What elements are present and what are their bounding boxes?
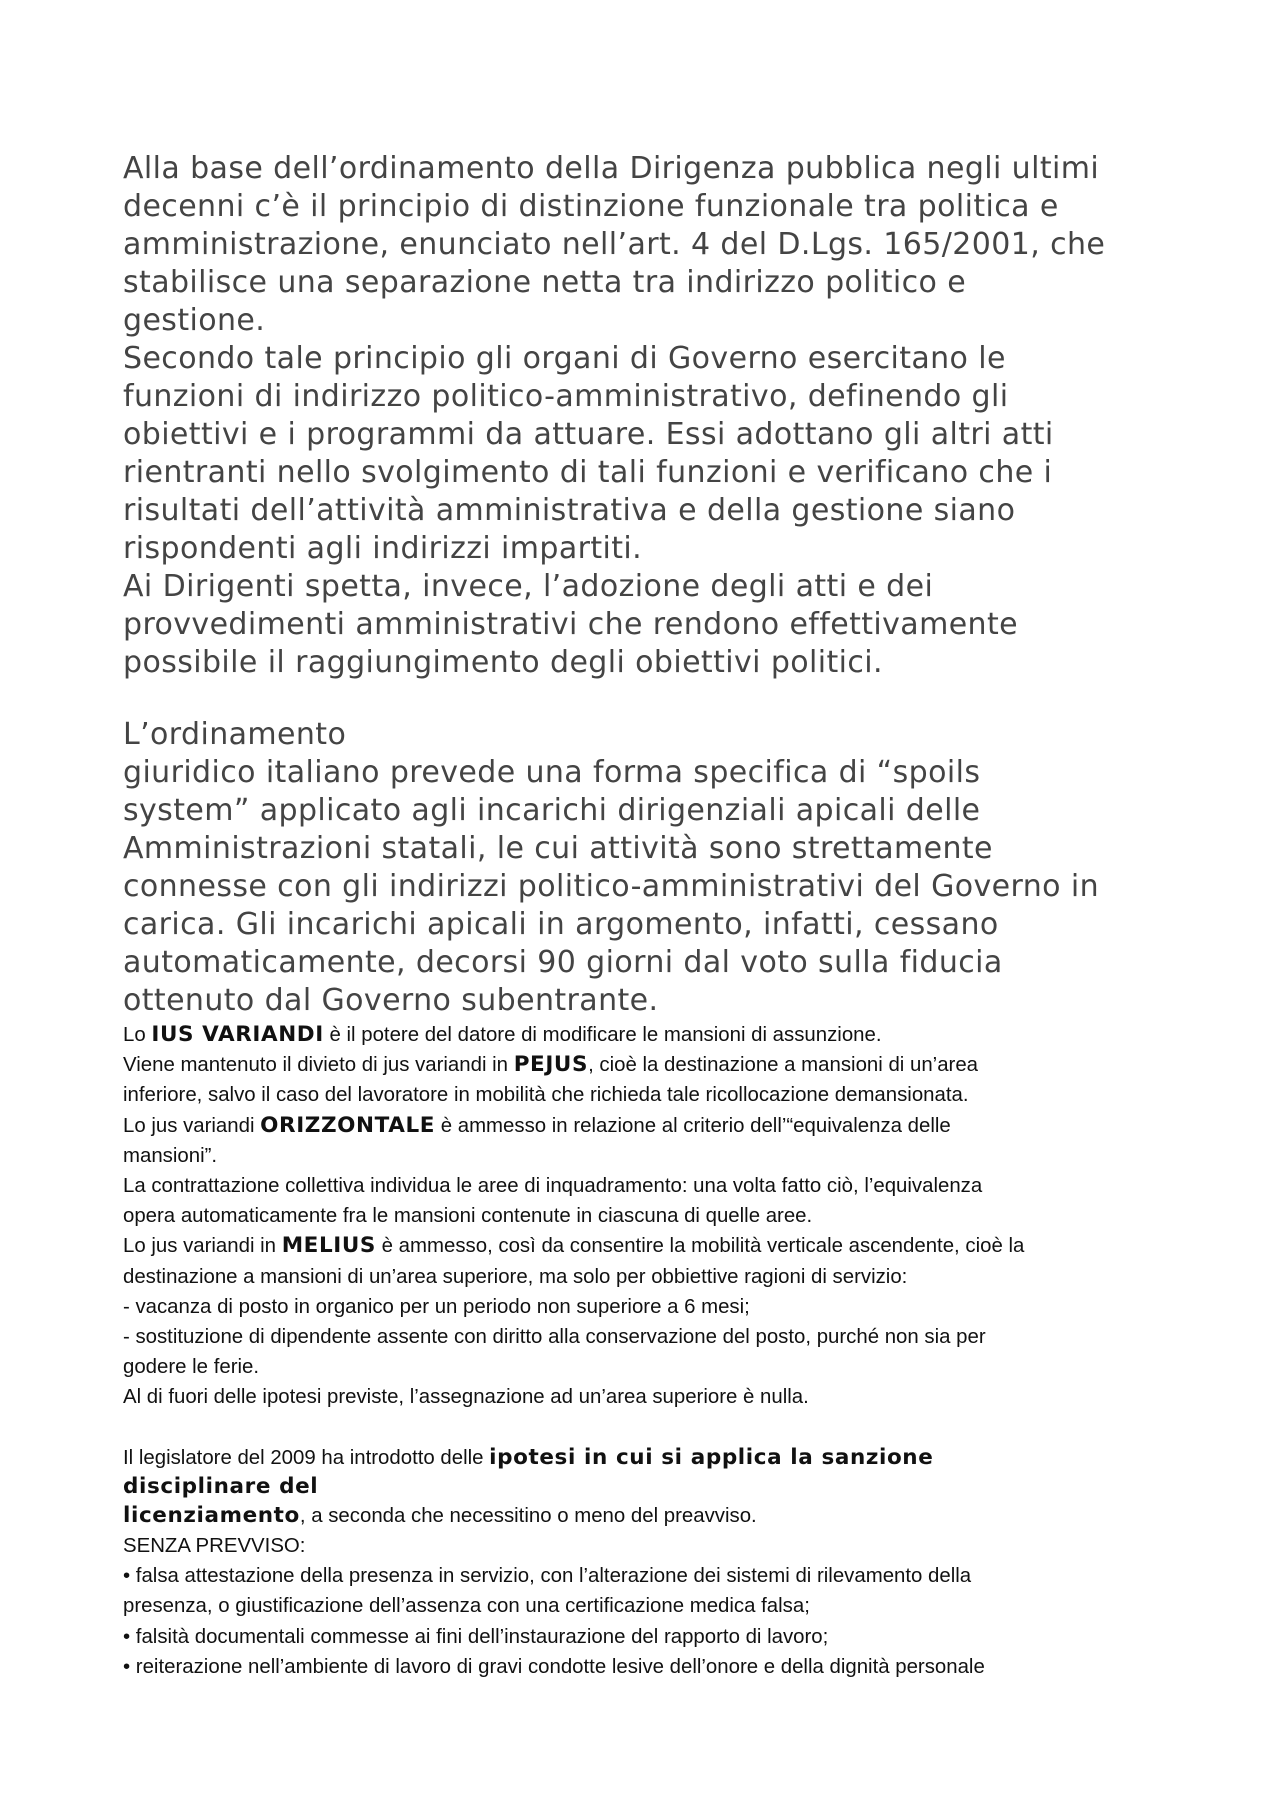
text-line: connesse con gli indirizzi politico-amministrativi del Governo in xyxy=(123,869,1099,904)
text-line: mansioni”. xyxy=(123,1144,218,1167)
paragraph-spoils-system xyxy=(123,716,1173,1020)
text-line: ottenuto dal Governo subentrante. xyxy=(123,983,659,1018)
paragraph-distinzione-funzionale xyxy=(123,150,1173,682)
text-line: amministrazione, enunciato nell’art. 4 del D.Lgs. 165/2001, che xyxy=(123,227,1106,262)
text-line: rientranti nello svolgimento di tali funzioni e verificano che i xyxy=(123,455,1053,490)
text-run: , a seconda che necessitino o meno del preavviso. xyxy=(299,1504,757,1527)
text-line: system” applicato agli incarichi dirigenziali apicali delle xyxy=(123,793,981,828)
keyword-licenziamento: licenziamento xyxy=(123,1502,300,1528)
text-run: è ammesso, così da consentire la mobilità verticale ascendente, cioè la xyxy=(376,1235,1025,1258)
list-item: • falsità documentali commesse ai fini dell’instaurazione del rapporto di lavoro; xyxy=(123,1625,829,1648)
text-line: - vacanza di posto in organico per un periodo non superiore a 6 mesi; xyxy=(123,1295,750,1318)
paragraph-spacer xyxy=(123,1413,1173,1443)
keyword-ipotesi: ipotesi in cui si applica la sanzione xyxy=(489,1444,934,1470)
text-line: destinazione a mansioni di un’area superiore, ma solo per obbiettive ragioni di servizio: xyxy=(123,1265,908,1288)
text-line: Secondo tale principio gli organi di Governo esercitano le xyxy=(123,341,1006,376)
text-line: provvedimenti amministrativi che rendono effettivamente xyxy=(123,607,1018,642)
text-run: Il legislatore del 2009 ha introdotto delle xyxy=(123,1446,490,1469)
text-run: , cioè la destinazione a mansioni di un’area xyxy=(588,1054,979,1077)
text-line: giuridico italiano prevede una forma specifica di “spoils xyxy=(123,755,981,790)
text-run: Lo xyxy=(123,1024,152,1046)
text-line: Ai Dirigenti spetta, invece, l’adozione degli atti e dei xyxy=(123,569,934,604)
text-line xyxy=(123,1231,1173,1261)
text-line: - sostituzione di dipendente assente con diritto alla conservazione del posto, purché non sia per xyxy=(123,1326,986,1349)
text-line: decenni c’è il principio di distinzione funzionale tra politica e xyxy=(123,189,1059,224)
text-line: La contrattazione collettiva individua le aree di inquadramento: una volta fatto ciò, l’equivalenza xyxy=(123,1175,983,1198)
text-line xyxy=(123,1501,1173,1531)
text-line: SENZA PREVVISO: xyxy=(123,1535,306,1558)
keyword-orizzontale: ORIZZONTALE xyxy=(260,1112,436,1138)
text-run: è il potere del datore di modificare le mansioni di assunzione. xyxy=(323,1024,882,1046)
paragraph-ius-variandi xyxy=(123,1020,1173,1413)
text-line: risultati dell’attività amministrativa e della gestione siano xyxy=(123,493,1016,528)
text-line: godere le ferie. xyxy=(123,1356,260,1379)
document-page xyxy=(123,150,1173,1682)
text-line: obiettivi e i programmi da attuare. Essi adottano gli altri atti xyxy=(123,417,1054,452)
text-run: Viene mantenuto il divieto di jus variandi in xyxy=(123,1054,514,1077)
text-line: inferiore, salvo il caso del lavoratore in mobilità che richieda tale ricollocazione demansionata. xyxy=(123,1084,969,1107)
keyword-disciplinare: disciplinare del xyxy=(123,1473,319,1499)
text-line: carica. Gli incarichi apicali in argomento, infatti, cessano xyxy=(123,907,999,942)
text-line: gestione. xyxy=(123,303,266,338)
text-run: Lo jus variandi xyxy=(123,1114,261,1137)
keyword-pejus: PEJUS xyxy=(513,1052,589,1078)
text-line: L’ordinamento xyxy=(123,717,347,752)
paragraph-spacer xyxy=(123,682,1173,716)
list-item: • reiterazione nell’ambiente di lavoro di gravi condotte lesive dell’onore e della dignità personale xyxy=(123,1655,985,1678)
paragraph-licenziamento xyxy=(123,1443,1173,1682)
text-line xyxy=(123,1020,1173,1050)
list-item: • falsa attestazione della presenza in servizio, con l’alterazione dei sistemi di rilevamento della xyxy=(123,1565,972,1588)
text-line: rispondenti agli indirizzi impartiti. xyxy=(123,531,643,566)
text-line: opera automaticamente fra le mansioni contenute in ciascuna di quelle aree. xyxy=(123,1205,813,1228)
text-line: stabilisce una separazione netta tra indirizzo politico e xyxy=(123,265,967,300)
text-line: Al di fuori delle ipotesi previste, l’assegnazione ad un’area superiore è nulla. xyxy=(123,1386,809,1409)
text-line: possibile il raggiungimento degli obiettivi politici. xyxy=(123,645,883,680)
keyword-ius-variandi: IUS VARIANDI xyxy=(151,1022,324,1047)
text-run: Lo jus variandi in xyxy=(123,1235,282,1258)
text-run: è ammesso in relazione al criterio dell’“equivalenza delle xyxy=(435,1114,951,1137)
text-line xyxy=(123,1050,1173,1080)
text-line xyxy=(123,1443,1173,1473)
text-line xyxy=(123,1111,1173,1141)
text-line: automaticamente, decorsi 90 giorni dal voto sulla fiducia xyxy=(123,945,1003,980)
keyword-melius: MELIUS xyxy=(281,1233,377,1259)
text-line: Amministrazioni statali, le cui attività sono strettamente xyxy=(123,831,993,866)
text-line: Alla base dell’ordinamento della Dirigenza pubblica negli ultimi xyxy=(123,151,1100,186)
text-line: funzioni di indirizzo politico-amministrativo, definendo gli xyxy=(123,379,1009,414)
text-line: presenza, o giustificazione dell’assenza con una certificazione medica falsa; xyxy=(123,1595,810,1618)
